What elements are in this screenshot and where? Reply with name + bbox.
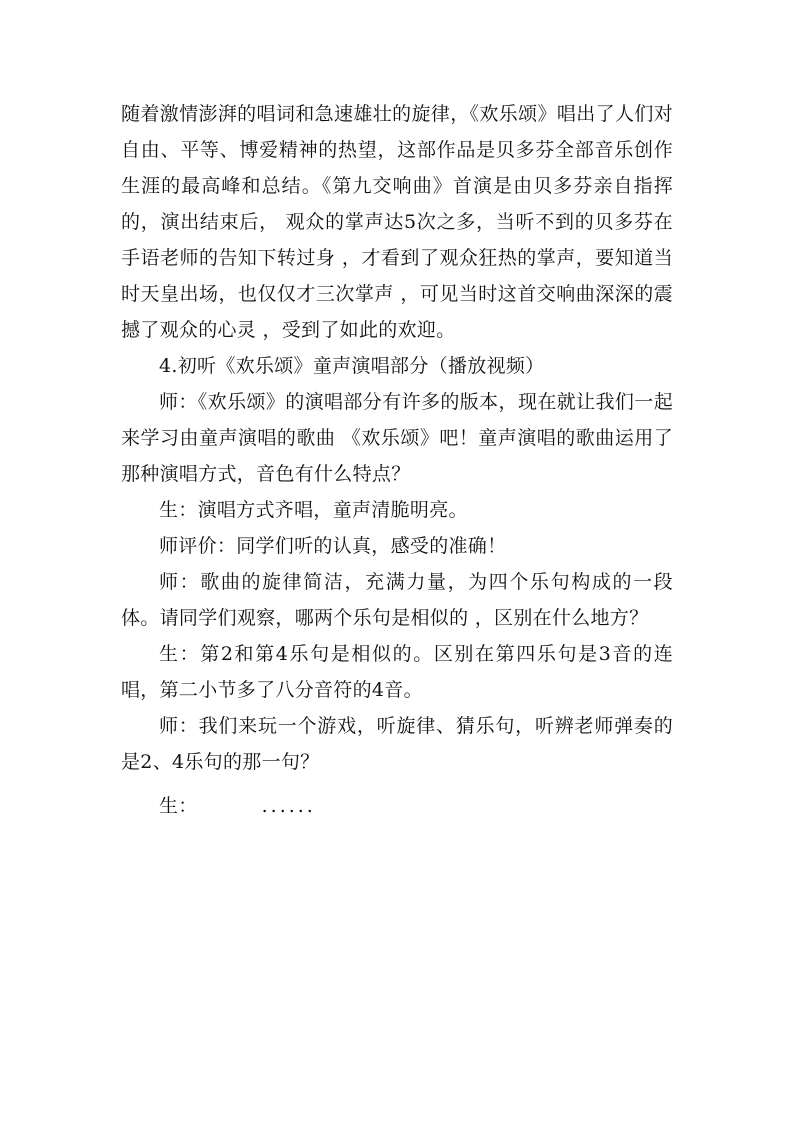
paragraph-step-4: 4.初听《欢乐颂》童声演唱部分（播放视频） bbox=[159, 355, 545, 377]
paragraph-student-final bbox=[121, 788, 673, 824]
paragraph-teacher-question-2: 师：歌曲的旋律简洁，充满力量，为四个乐句构成的一段体。请同学们观察，哪两个乐句是相似的 ，区别在什么地方？ bbox=[121, 571, 673, 629]
student-label: 生： bbox=[159, 795, 198, 817]
ellipsis-dots: ...... bbox=[261, 795, 316, 817]
paragraph-teacher-game: 师：我们来玩一个游戏，听旋律、猜乐句，听辨老师弹奏的是2、4乐句的那一句？ bbox=[121, 715, 673, 773]
paragraph-student-answer-2: 生：第2和第4乐句是相似的。区别在第四乐句是3音的连唱，第二小节多了八分音符的4音。 bbox=[121, 643, 673, 701]
paragraph-teacher-question-1: 师：《欢乐颂》的演唱部分有许多的版本，现在就让我们一起来学习由童声演唱的歌曲 《欢乐颂》吧！童声演唱的歌曲运用了那种演唱方式，音色有什么特点？ bbox=[121, 391, 673, 485]
paragraph-teacher-evaluation: 师评价：同学们听的认真，感受的准确！ bbox=[159, 535, 507, 557]
paragraph-intro: 随着激情澎湃的唱词和急速雄壮的旋律，《欢乐颂》唱出了人们对自由、平等、博爱精神的热望，这部作品是贝多芬全部音乐创作生涯的最高峰和总结。《第九交响曲》首演是由贝多芬亲自指挥的，演出结束后， 观众的掌声达5次之多，当听不到的贝多芬在手语老师的告知下转过身 ，才看到了观众狂热的掌声，要知道当时天皇出场，也仅仅才三次掌声 ，可见当时这首交响曲深深的震撼了观众的心灵 ，受到了如此的欢迎。 bbox=[121, 103, 673, 341]
paragraph-student-answer-1: 生：演唱方式齐唱，童声清脆明亮。 bbox=[159, 499, 468, 521]
document-body bbox=[121, 96, 673, 824]
